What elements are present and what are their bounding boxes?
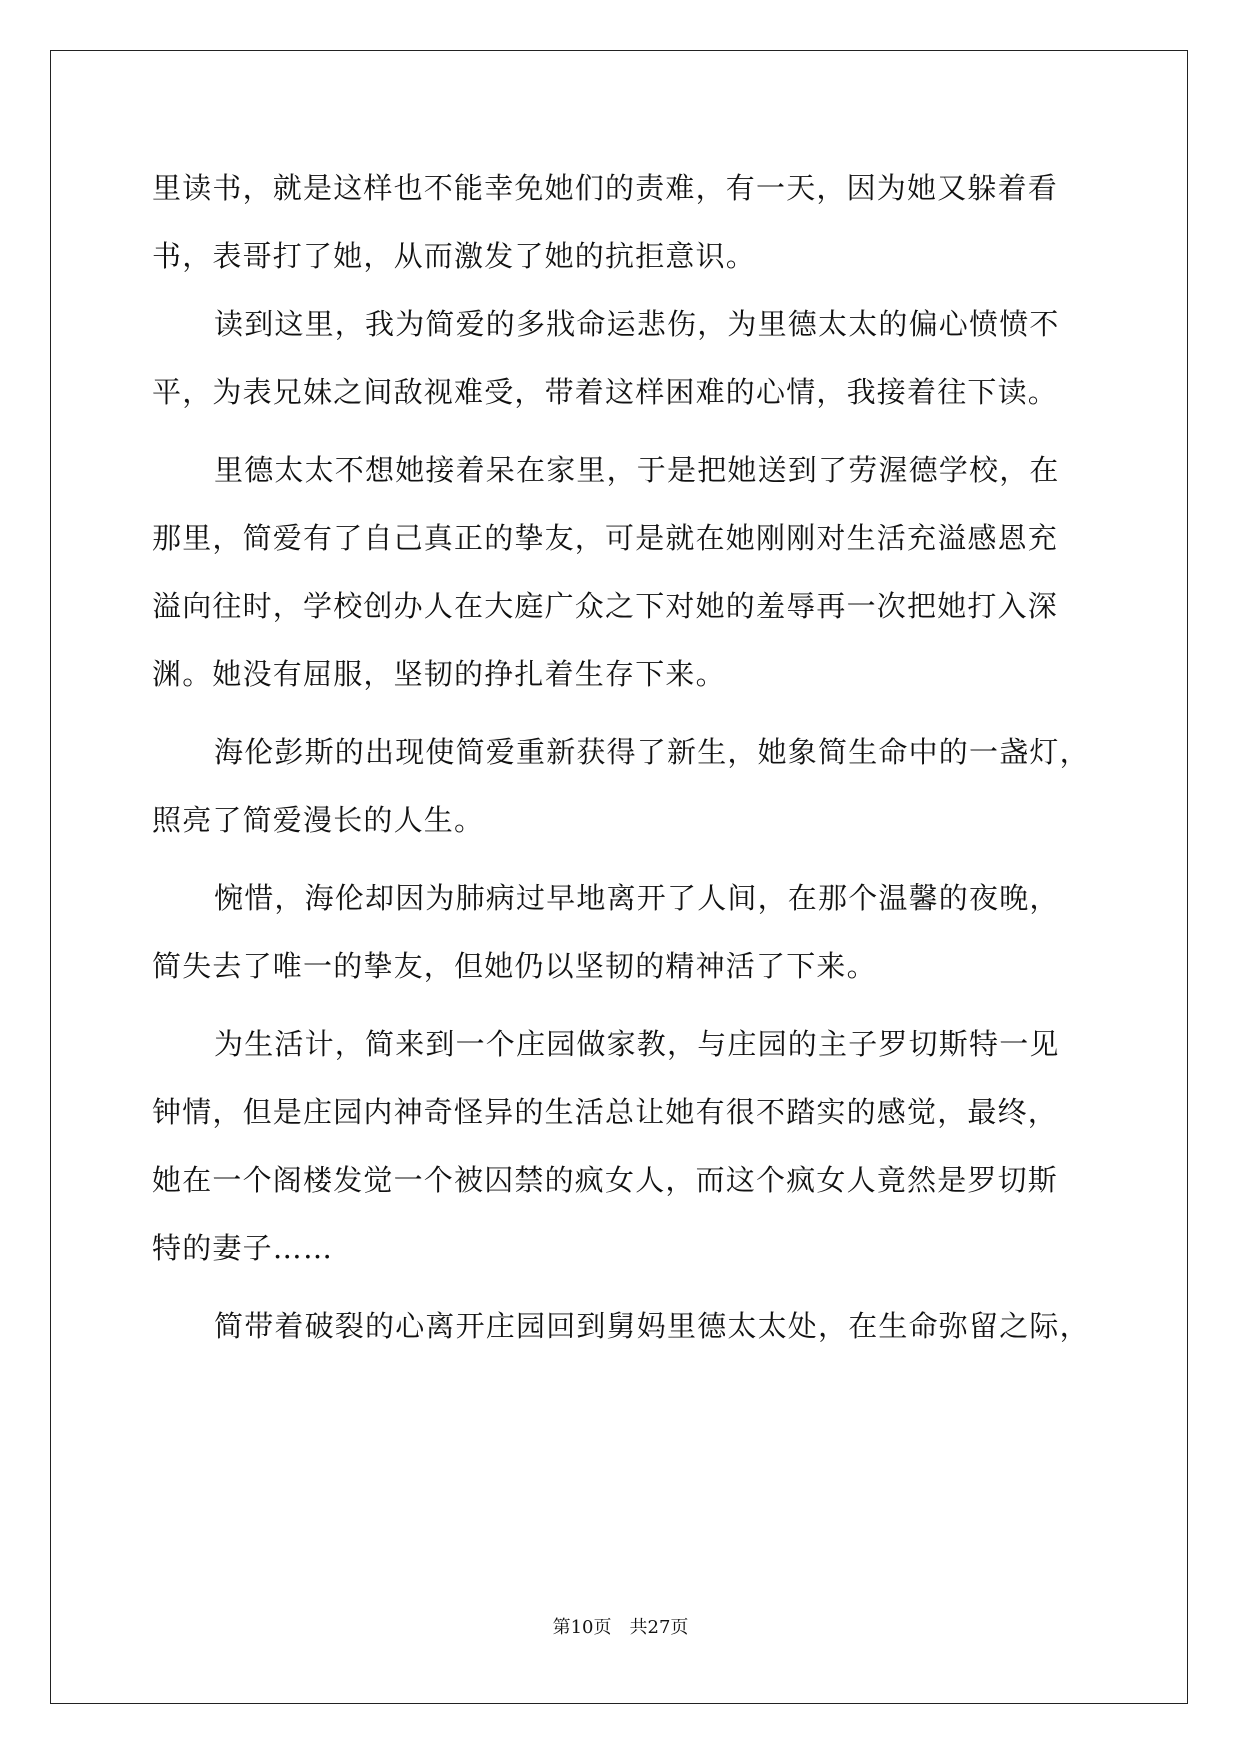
- paragraph-first-line: 简带着破裂的心离开庄园回到舅妈里德太太处，在生命弥留之际，: [214, 1309, 1090, 1343]
- text-line: 特的妻子……: [152, 1231, 334, 1265]
- text-line: 渊。她没有屈服，坚韧的挣扎着生存下来。: [152, 657, 726, 691]
- paragraph-first-line: 为生活计，简来到一个庄园做家教，与庄园的主子罗切斯特一见: [214, 1027, 1060, 1061]
- paragraph-first-line: 里德太太不想她接着呆在家里，于是把她送到了劳渥德学校，在: [214, 453, 1060, 487]
- text-line: 她在一个阁楼发觉一个被囚禁的疯女人，而这个疯女人竟然是罗切斯: [152, 1163, 1059, 1197]
- text-line: 书，表哥打了她，从而激发了她的抗拒意识。: [152, 239, 757, 273]
- page-footer: [0, 1617, 1241, 1639]
- text-line: 里读书，就是这样也不能幸免她们的责难，有一天，因为她又躲着看: [152, 171, 1059, 205]
- text-line: 照亮了简爱漫长的人生。: [152, 803, 485, 837]
- paragraph-first-line: 读到这里，我为简爱的多戕命运悲伤，为里德太太的偏心愤愤不: [214, 307, 1060, 341]
- paragraph-first-line: 海伦彭斯的出现使简爱重新获得了新生，她象简生命中的一盏灯，: [214, 735, 1090, 769]
- paragraph-first-line: 惋惜，海伦却因为肺病过早地离开了人间，在那个温馨的夜晚，: [214, 881, 1060, 915]
- text-line: 钟情，但是庄园内神奇怪异的生活总让她有很不踏实的感觉，最终，: [152, 1095, 1059, 1129]
- page-number: 第10页: [552, 1617, 612, 1638]
- text-line: 那里，简爱有了自己真正的挚友，可是就在她刚刚对生活充溢感恩充: [152, 521, 1059, 555]
- text-line: 简失去了唯一的挚友，但她仍以坚韧的精神活了下来。: [152, 949, 877, 983]
- text-line: 溢向往时，学校创办人在大庭广众之下对她的羞辱再一次把她打入深: [152, 589, 1059, 623]
- text-line: 平，为表兄妹之间敌视难受，带着这样困难的心情，我接着往下读。: [152, 375, 1059, 409]
- page-border: [50, 50, 1188, 1704]
- page-total: 共27页: [629, 1617, 689, 1638]
